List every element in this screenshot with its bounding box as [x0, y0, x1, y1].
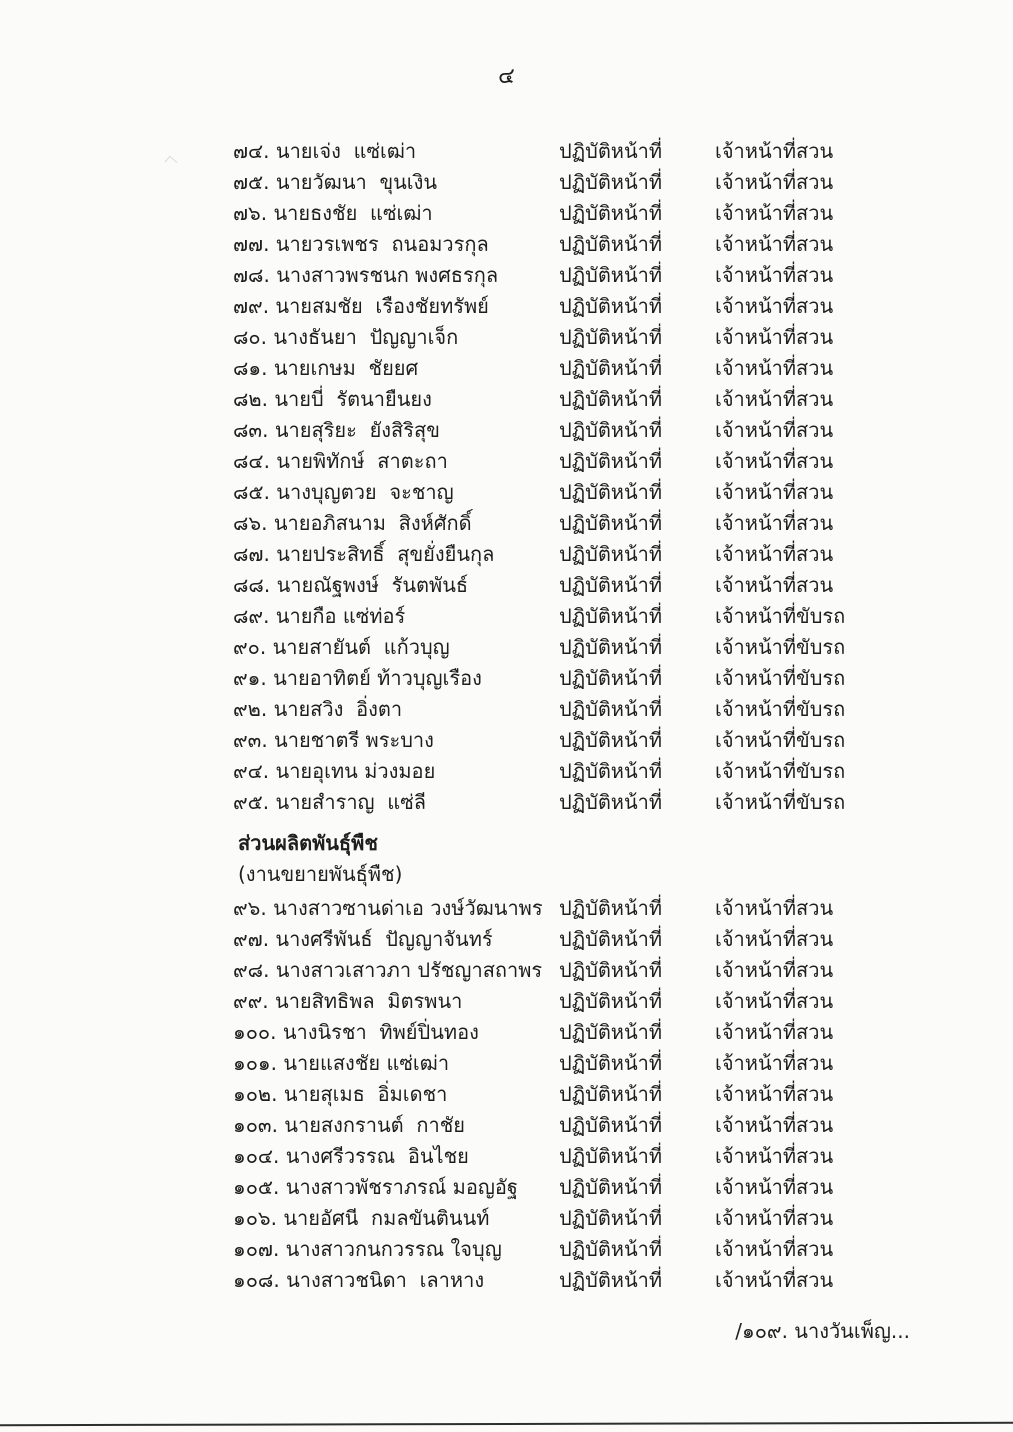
duty-text: ปฏิบัติหน้าที่	[559, 1268, 663, 1292]
position-text: เจ้าหน้าที่สวน	[715, 1113, 834, 1137]
duty-text: ปฏิบัติหน้าที่	[559, 989, 663, 1013]
list-item	[233, 725, 933, 756]
duty-text: ปฏิบัติหน้าที่	[559, 1237, 663, 1261]
person-number-and-name: ๗๕. นายวัฒนา ขุนเงิน	[233, 170, 438, 194]
list-item	[233, 1265, 933, 1296]
duty-text: ปฏิบัติหน้าที่	[559, 635, 663, 659]
position-text: เจ้าหน้าที่สวน	[715, 449, 834, 473]
person-number-and-name: ๘๓. นายสุริยะ ยังสิริสุข	[233, 418, 440, 442]
duty-text: ปฏิบัติหน้าที่	[559, 604, 663, 628]
duty-text: ปฏิบัติหน้าที่	[559, 927, 663, 951]
person-number-and-name: ๙๘. นางสาวเสาวภา ปรัชญาสถาพร	[233, 958, 543, 982]
person-number-and-name: ๙๖. นางสาวซานด่าเอ วงษ์วัฒนาพร	[233, 896, 543, 920]
position-text: เจ้าหน้าที่สวน	[715, 989, 834, 1013]
list-item	[233, 384, 933, 415]
duty-text: ปฏิบัติหน้าที่	[559, 232, 663, 256]
position-text: เจ้าหน้าที่ขับรถ	[715, 759, 846, 783]
duty-text: ปฏิบัติหน้าที่	[559, 697, 663, 721]
section-title: ส่วนผลิตพันธุ์พืช	[238, 831, 378, 855]
section-subtitle: (งานขยายพันธุ์พืช)	[238, 862, 403, 886]
person-number-and-name: ๘๗. นายประสิทธิ์ สุขยั่งยืนกุล	[233, 542, 495, 566]
person-number-and-name: ๙๑. นายอาทิตย์ ท้าวบุญเรือง	[233, 666, 482, 690]
list-item	[233, 756, 933, 787]
duty-text: ปฏิบัติหน้าที่	[559, 573, 663, 597]
person-number-and-name: ๗๖. นายธงชัย แซ่เฒ่า	[233, 201, 433, 225]
duty-text: ปฏิบัติหน้าที่	[559, 294, 663, 318]
person-number-and-name: ๑๐๗. นางสาวกนกวรรณ ใจบุญ	[233, 1237, 502, 1261]
list-item	[233, 893, 933, 924]
position-text: เจ้าหน้าที่สวน	[715, 201, 834, 225]
position-text: เจ้าหน้าที่สวน	[715, 958, 834, 982]
duty-text: ปฏิบัติหน้าที่	[559, 542, 663, 566]
position-text: เจ้าหน้าที่สวน	[715, 356, 834, 380]
list-item	[233, 198, 933, 229]
position-text: เจ้าหน้าที่สวน	[715, 896, 834, 920]
list-item	[233, 229, 933, 260]
scan-artifact-speck	[165, 156, 178, 169]
position-text: เจ้าหน้าที่ขับรถ	[715, 790, 846, 814]
person-number-and-name: ๘๒. นายบี่ รัตนายืนยง	[233, 387, 432, 411]
list-item	[233, 663, 933, 694]
list-item	[233, 986, 933, 1017]
duty-text: ปฏิบัติหน้าที่	[559, 201, 663, 225]
page-number: ๔	[498, 64, 515, 89]
person-number-and-name: ๑๐๒. นายสุเมธ อิ่มเดชา	[233, 1082, 448, 1106]
list-item	[233, 415, 933, 446]
list-item	[233, 477, 933, 508]
list-item	[233, 291, 933, 322]
scan-artifact-line	[0, 1422, 1013, 1426]
duty-text: ปฏิบัติหน้าที่	[559, 790, 663, 814]
duty-text: ปฏิบัติหน้าที่	[559, 1020, 663, 1044]
list-item	[233, 167, 933, 198]
list-item	[233, 1110, 933, 1141]
person-number-and-name: ๙๒. นายสวิง อิ่งตา	[233, 697, 403, 721]
duty-text: ปฏิบัติหน้าที่	[559, 896, 663, 920]
position-text: เจ้าหน้าที่สวน	[715, 232, 834, 256]
position-text: เจ้าหน้าที่ขับรถ	[715, 697, 846, 721]
person-number-and-name: ๘๘. นายณัฐพงษ์ รันตพันธ์	[233, 573, 469, 597]
list-item	[233, 632, 933, 663]
list-item	[233, 570, 933, 601]
person-number-and-name: ๙๔. นายอุเทน ม่วงมอย	[233, 759, 436, 783]
person-number-and-name: ๑๐๑. นายแสงชัย แซ่เฒ่า	[233, 1051, 450, 1075]
position-text: เจ้าหน้าที่สวน	[715, 1082, 834, 1106]
duty-text: ปฏิบัติหน้าที่	[559, 1113, 663, 1137]
duty-text: ปฏิบัติหน้าที่	[559, 759, 663, 783]
list-item	[233, 1172, 933, 1203]
person-number-and-name: ๙๕. นายสำราญ แซ่ลี	[233, 790, 427, 814]
list-item	[233, 1079, 933, 1110]
list-item	[233, 694, 933, 725]
list-item	[233, 1141, 933, 1172]
position-text: เจ้าหน้าที่ขับรถ	[715, 604, 846, 628]
person-number-and-name: ๘๑. นายเกษม ชัยยศ	[233, 356, 419, 380]
duty-text: ปฏิบัติหน้าที่	[559, 1206, 663, 1230]
person-number-and-name: ๘๐. นางธันยา ปัญญาเจ็ก	[233, 325, 459, 349]
person-number-and-name: ๙๓. นายชาตรี พระบาง	[233, 728, 434, 752]
position-text: เจ้าหน้าที่สวน	[715, 511, 834, 535]
position-text: เจ้าหน้าที่สวน	[715, 573, 834, 597]
person-number-and-name: ๑๐๐. นางนิรชา ทิพย์ปิ่นทอง	[233, 1020, 479, 1044]
person-number-and-name: ๘๔. นายพิทักษ์ สาตะถา	[233, 449, 448, 473]
duty-text: ปฏิบัติหน้าที่	[559, 1144, 663, 1168]
list-item	[233, 260, 933, 291]
duty-text: ปฏิบัติหน้าที่	[559, 325, 663, 349]
position-text: เจ้าหน้าที่สวน	[715, 1051, 834, 1075]
person-number-and-name: ๑๐๖. นายอัศนี กมลขันตินนท์	[233, 1206, 490, 1230]
duty-text: ปฏิบัติหน้าที่	[559, 1082, 663, 1106]
section-header	[238, 828, 402, 890]
duty-text: ปฏิบัติหน้าที่	[559, 139, 663, 163]
list-item	[233, 924, 933, 955]
position-text: เจ้าหน้าที่สวน	[715, 139, 834, 163]
duty-text: ปฏิบัติหน้าที่	[559, 1051, 663, 1075]
person-number-and-name: ๙๙. นายสิทธิพล มิตรพนา	[233, 989, 463, 1013]
list-item	[233, 1234, 933, 1265]
list-item	[233, 1203, 933, 1234]
person-number-and-name: ๗๘. นางสาวพรชนก พงศธรกุล	[233, 263, 499, 287]
position-text: เจ้าหน้าที่สวน	[715, 325, 834, 349]
person-number-and-name: ๑๐๓. นายสงกรานต์ กาชัย	[233, 1113, 465, 1137]
person-number-and-name: ๗๙. นายสมชัย เรืองชัยทรัพย์	[233, 294, 489, 318]
position-text: เจ้าหน้าที่สวน	[715, 927, 834, 951]
list-item	[233, 446, 933, 477]
person-number-and-name: ๗๔. นายเจ่ง แซ่เฒ่า	[233, 139, 417, 163]
duty-text: ปฏิบัติหน้าที่	[559, 1175, 663, 1199]
person-number-and-name: ๙๐. นายสายันต์ แก้วบุญ	[233, 635, 450, 659]
roster-list-a	[233, 136, 933, 818]
position-text: เจ้าหน้าที่สวน	[715, 387, 834, 411]
person-number-and-name: ๑๐๔. นางศรีวรรณ อินไชย	[233, 1144, 469, 1168]
position-text: เจ้าหน้าที่สวน	[715, 1268, 834, 1292]
duty-text: ปฏิบัติหน้าที่	[559, 356, 663, 380]
person-number-and-name: ๘๙. นายกือ แซ่ท่อร์	[233, 604, 406, 628]
list-item	[233, 508, 933, 539]
list-item	[233, 787, 933, 818]
position-text: เจ้าหน้าที่สวน	[715, 418, 834, 442]
duty-text: ปฏิบัติหน้าที่	[559, 170, 663, 194]
duty-text: ปฏิบัติหน้าที่	[559, 511, 663, 535]
position-text: เจ้าหน้าที่สวน	[715, 170, 834, 194]
position-text: เจ้าหน้าที่สวน	[715, 263, 834, 287]
position-text: เจ้าหน้าที่ขับรถ	[715, 728, 846, 752]
duty-text: ปฏิบัติหน้าที่	[559, 666, 663, 690]
person-number-and-name: ๗๗. นายวรเพชร ถนอมวรกุล	[233, 232, 489, 256]
duty-text: ปฏิบัติหน้าที่	[559, 728, 663, 752]
position-text: เจ้าหน้าที่ขับรถ	[715, 666, 846, 690]
list-item	[233, 601, 933, 632]
list-item	[233, 353, 933, 384]
duty-text: ปฏิบัติหน้าที่	[559, 263, 663, 287]
list-item	[233, 136, 933, 167]
list-item	[233, 1017, 933, 1048]
duty-text: ปฏิบัติหน้าที่	[559, 418, 663, 442]
position-text: เจ้าหน้าที่สวน	[715, 1175, 834, 1199]
roster-list-b	[233, 893, 933, 1296]
position-text: เจ้าหน้าที่ขับรถ	[715, 635, 846, 659]
position-text: เจ้าหน้าที่สวน	[715, 1237, 834, 1261]
duty-text: ปฏิบัติหน้าที่	[559, 958, 663, 982]
position-text: เจ้าหน้าที่สวน	[715, 294, 834, 318]
person-number-and-name: ๘๖. นายอภิสนาม สิงห์ศักดิ์	[233, 511, 472, 535]
continuation-note: /๑๐๙. นางวันเพ็ญ...	[735, 1319, 910, 1343]
duty-text: ปฏิบัติหน้าที่	[559, 480, 663, 504]
position-text: เจ้าหน้าที่สวน	[715, 542, 834, 566]
position-text: เจ้าหน้าที่สวน	[715, 1144, 834, 1168]
person-number-and-name: ๙๗. นางศรีพันธ์ ปัญญาจันทร์	[233, 927, 493, 951]
person-number-and-name: ๑๐๘. นางสาวชนิดา เลาหาง	[233, 1268, 485, 1292]
list-item	[233, 1048, 933, 1079]
duty-text: ปฏิบัติหน้าที่	[559, 449, 663, 473]
list-item	[233, 539, 933, 570]
duty-text: ปฏิบัติหน้าที่	[559, 387, 663, 411]
list-item	[233, 955, 933, 986]
position-text: เจ้าหน้าที่สวน	[715, 1206, 834, 1230]
position-text: เจ้าหน้าที่สวน	[715, 480, 834, 504]
person-number-and-name: ๑๐๕. นางสาวพัชราภรณ์ มอญอัฐ	[233, 1175, 518, 1199]
position-text: เจ้าหน้าที่สวน	[715, 1020, 834, 1044]
person-number-and-name: ๘๕. นางบุญตวย จะชาญ	[233, 480, 454, 504]
list-item	[233, 322, 933, 353]
